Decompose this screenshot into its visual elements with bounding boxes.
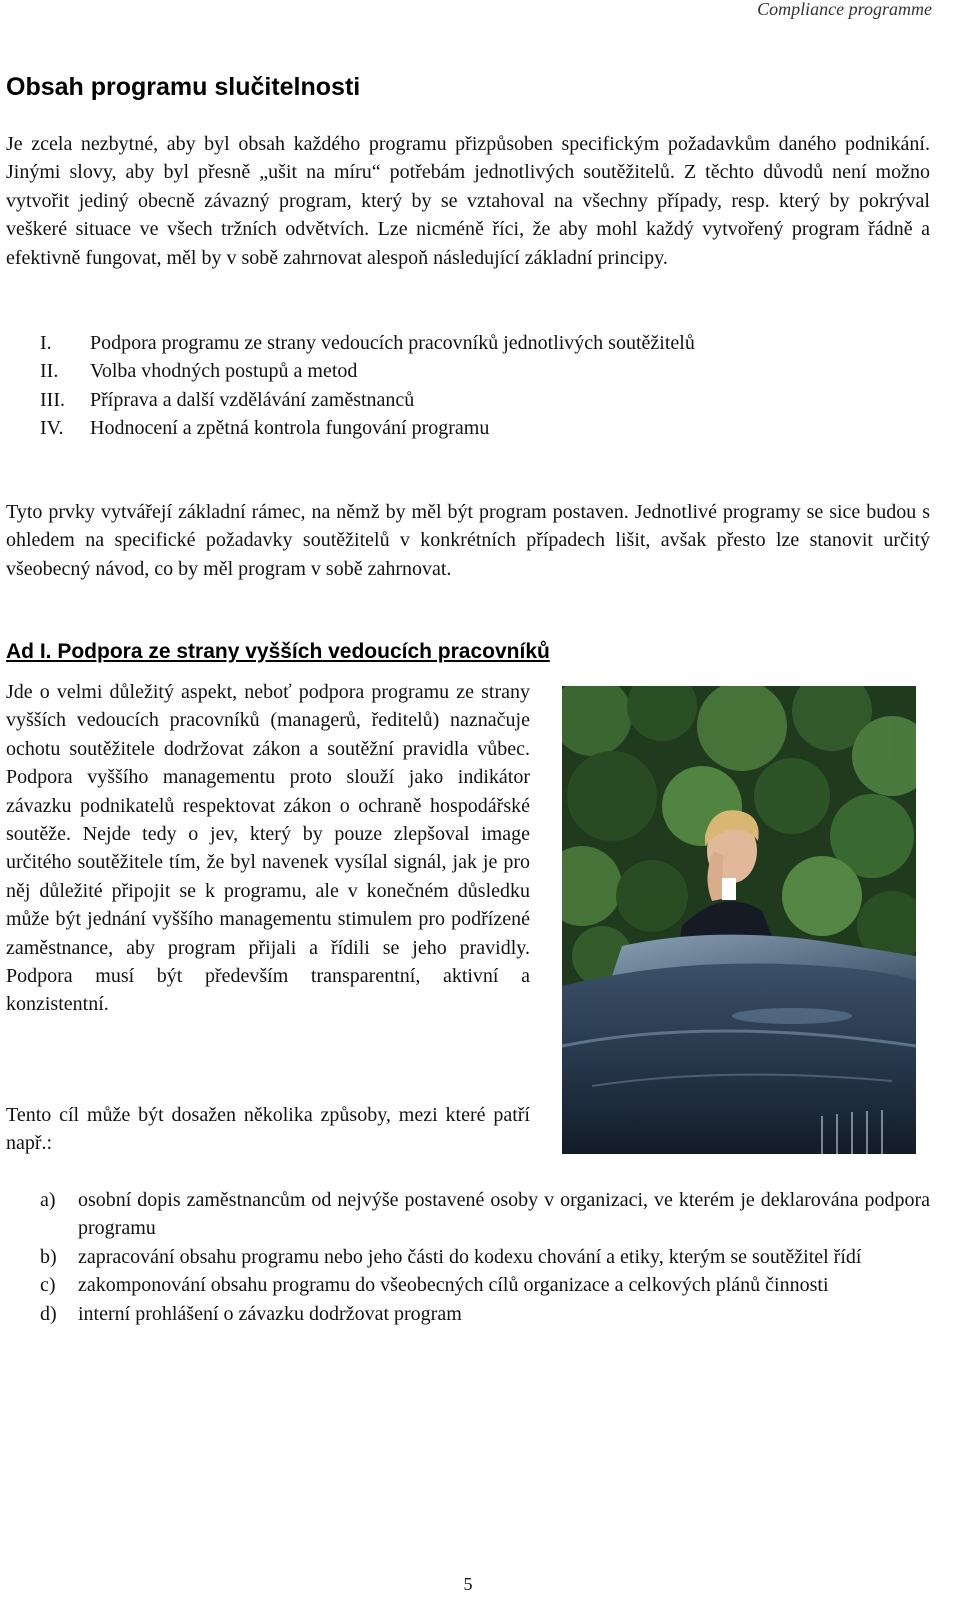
car — [562, 935, 916, 1154]
method-letter: c) — [40, 1274, 56, 1297]
method-item — [40, 1300, 930, 1328]
method-letter: b) — [40, 1245, 57, 1268]
method-text: zakomponování obsahu programu do všeobecných cílů organizace a celkových plánů činnosti — [78, 1274, 829, 1297]
summary-paragraph: Tyto prvky vytvářejí základní rámec, na němž by měl být program postaven. Jednotlivé programy se sice budou s ohledem na specifické požadavky soutěžitelů v konkrétních případech lišit, avšak přesto lze stanovit určitý všeobecný návod, co by měl program v sobě zahrnovat. — [6, 501, 930, 580]
principle-number: II. — [40, 360, 59, 383]
principles-list — [40, 329, 920, 443]
methods-list — [40, 1186, 930, 1328]
principle-item — [40, 357, 920, 385]
principle-number: I. — [40, 332, 52, 354]
principle-number: III. — [40, 388, 65, 411]
method-text: interní prohlášení o závazku dodržovat program — [78, 1302, 462, 1325]
method-letter: a) — [40, 1189, 56, 1211]
support-paragraph: Jde o velmi důležitý aspekt, neboť podpora programu ze strany vyšších vedoucích pracovníků (managerů, ředitelů) naznačuje ochotu soutěžitele dodržovat zákon a soutěžní pravidla vůbec. Podpora vyššího managementu proto slouží jako indikátor závazku podnikatelů respektovat zákon o ochraně hospodářské soutěže. Nejde tedy o jev, který by pouze zlepšoval image určitého soutěžitele tím, že byl navenek vysílal signál, jak je pro něj důležité připojit se k programu, ale v konečném důsledku může být jednání vyššího managementu stimulem pro podřízené zaměstnance, aby program přijali a řídili se jeho pravidly. Podpora musí být především transparentní, aktivní a konzistentní. — [6, 681, 530, 1016]
principle-text: Příprava a další vzdělávání zaměstnanců — [90, 388, 415, 411]
principle-item — [40, 329, 920, 357]
principle-text: Podpora programu ze strany vedoucích pracovníků jednotlivých soutěžitelů — [90, 332, 695, 354]
page-number: 5 — [463, 1574, 473, 1594]
principle-number: IV. — [40, 417, 64, 440]
photo-man-phone-car — [562, 686, 916, 1154]
method-letter: d) — [40, 1302, 57, 1325]
method-item — [40, 1243, 930, 1271]
photo-illustration — [562, 686, 916, 1154]
method-text: osobní dopis zaměstnancům od nejvýše postavené osoby v organizaci, ve kterém je deklarována podpora programu — [78, 1189, 930, 1240]
ways-paragraph: Tento cíl může být dosažen několika způsoby, mezi které patří např.: — [6, 1104, 530, 1155]
method-item — [40, 1186, 930, 1243]
section-title: Obsah programu slučitelnosti — [6, 73, 361, 101]
running-header: Compliance programme — [757, 0, 932, 19]
method-item — [40, 1271, 930, 1299]
principle-item — [40, 386, 920, 414]
principle-text: Hodnocení a zpětná kontrola fungování programu — [90, 417, 490, 440]
intro-paragraph: Je zcela nezbytné, aby byl obsah každého programu přizpůsoben specifickým požadavkům daného podnikání. Jinými slovy, aby byl přesně „ušit na míru“ potřebám jednotlivých soutěžitelů. Z těchto důvodů není možno vytvořit jediný obecně závazný program, který by se vztahoval na všechny případy, resp. který by pokrýval veškeré situace ve všech tržních odvětvích. Lze nicméně říci, že aby mohl každý vytvořený program řádně a efektivně fungovat, měl by v sobě zahrnovat alespoň následující základní principy. — [6, 133, 930, 269]
principle-item — [40, 414, 920, 442]
method-text: zapracování obsahu programu nebo jeho části do kodexu chování a etiky, kterým se soutěžitel řídí — [78, 1245, 862, 1268]
subsection-heading: Ad I. Podpora ze strany vyšších vedoucích pracovníků — [6, 640, 550, 663]
principle-text: Volba vhodných postupů a metod — [90, 360, 358, 383]
